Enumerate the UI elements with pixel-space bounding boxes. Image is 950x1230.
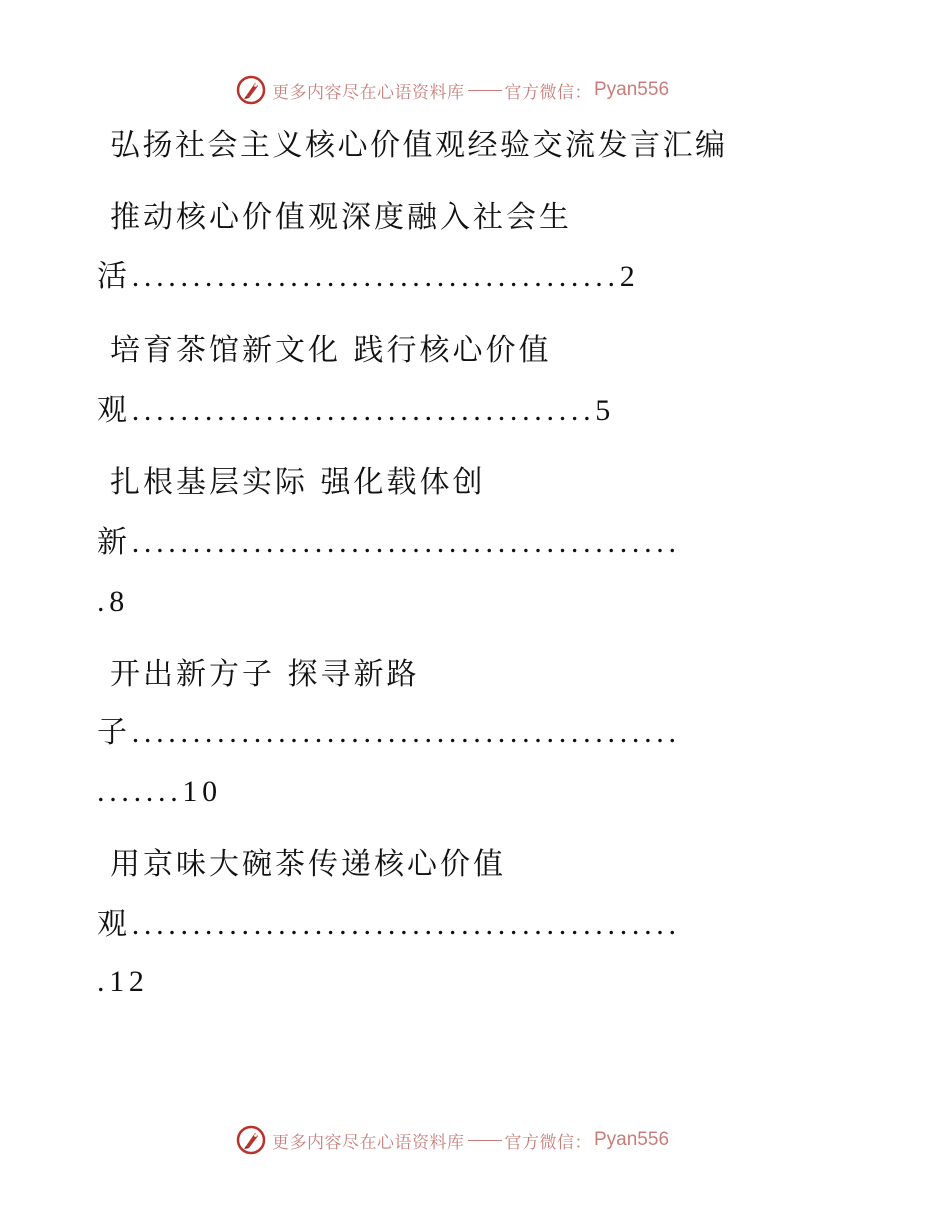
- toc-entry-title: 用京味大碗茶传递核心价值: [110, 847, 506, 882]
- toc-entry-title: 开出新方子 探寻新路: [110, 657, 420, 692]
- toc-entry-page-line: .12: [97, 965, 149, 998]
- document-title: 弘扬社会主义核心价值观经验交流发言汇编: [110, 128, 728, 163]
- toc-entry-title: 推动核心价值观深度融入社会生: [110, 200, 572, 235]
- toc-entry-page-line: .8: [97, 585, 129, 618]
- toc-entry-title: 扎根基层实际 强化载体创: [110, 465, 486, 500]
- toc-entry-title: 培育茶馆新文化 践行核心价值: [110, 333, 552, 368]
- header-watermark: [236, 73, 669, 107]
- watermark-wechat-label: 官方微信：: [504, 82, 592, 103]
- watermark-dash: [468, 90, 502, 91]
- pen-nib-logo-icon: [236, 75, 266, 105]
- toc-entry-leader-line: 观.............................................: [97, 908, 681, 941]
- watermark-dash: [468, 1140, 502, 1141]
- toc-entry-page-line: .......10: [97, 775, 222, 808]
- watermark-account: Pyan556: [594, 1129, 670, 1150]
- watermark-account: Pyan556: [594, 79, 670, 100]
- toc-entry-leader-line: 子.............................................: [97, 716, 681, 749]
- watermark-main-text: 更多内容尽在心语资料库: [272, 82, 465, 103]
- pen-nib-logo-icon: [236, 1125, 266, 1155]
- toc-entry-leader-line: 活........................................2: [97, 260, 640, 293]
- watermark-wechat-label: 官方微信：: [504, 1132, 592, 1153]
- toc-entry-leader-line: 新.............................................: [97, 526, 681, 559]
- watermark-main-text: 更多内容尽在心语资料库: [272, 1132, 465, 1153]
- footer-watermark: [236, 1123, 669, 1157]
- toc-entry-leader-line: 观......................................5: [97, 394, 615, 427]
